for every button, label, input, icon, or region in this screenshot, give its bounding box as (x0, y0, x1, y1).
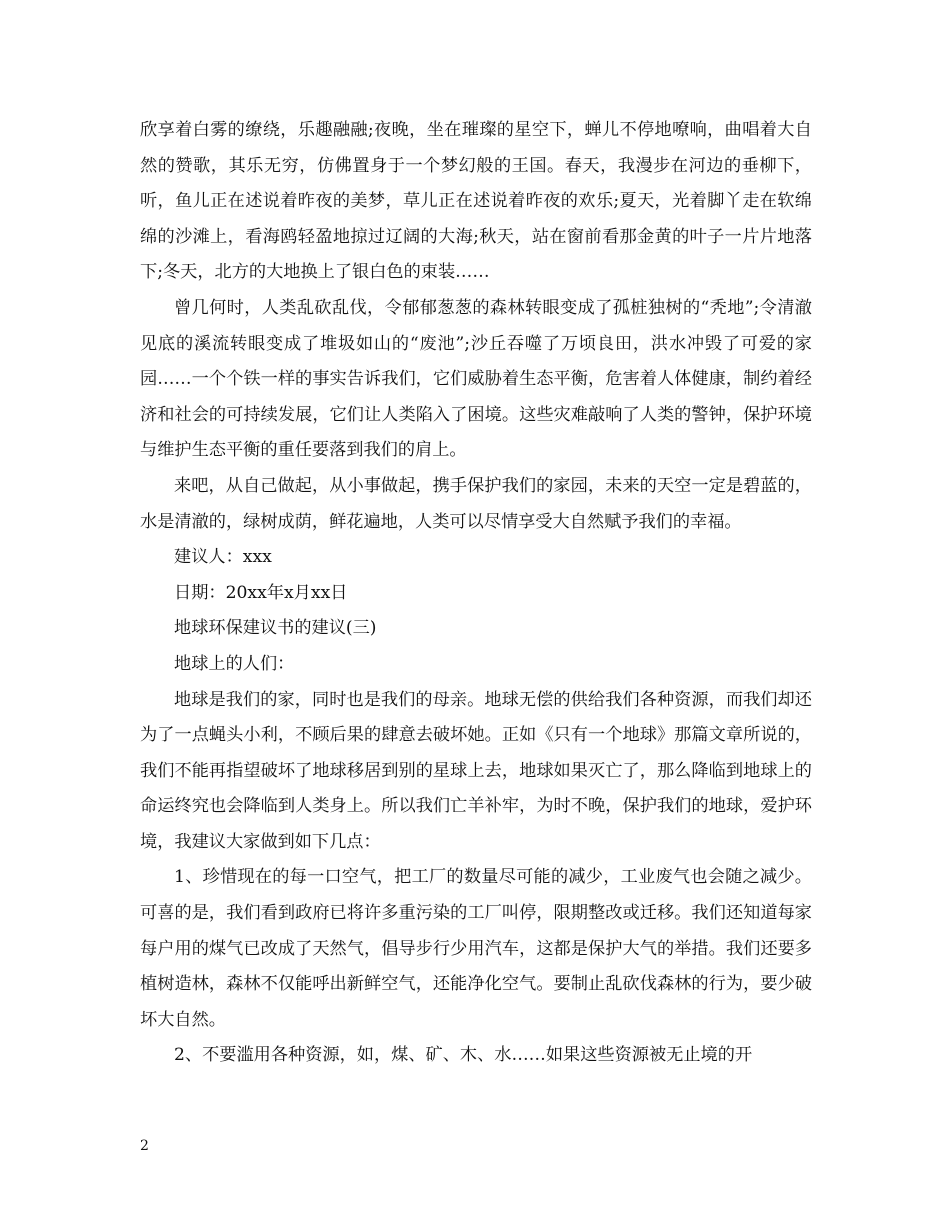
page-number: 2 (140, 1138, 149, 1154)
paragraph-item-1: 1、珍惜现在的每一口空气，把工厂的数量尽可能的减少，工业废气也会随之减少。可喜的是，我们看到政府已将许多重污染的工厂叫停，限期整改或迁移。我们还知道每家每户用的煤气已改成了天然气，倡导步行少用汽车，这都是保护大气的举措。我们还要多植树造林，森林不仅能呼出新鲜空气，还能净化空气。要制止乱砍伐森林的行为，要少破坏大自然。 (140, 867, 812, 1030)
date-line: 日期：20xx年x月xx日 (174, 582, 348, 603)
paragraph-intro: 地球是我们的家，同时也是我们的母亲。地球无偿的供给我们各种资源，而我们却还为了一点蝇头小利，不顾后果的肆意去破坏她。正如《只有一个地球》那篇文章所说的，我们不能再指望破坏了地球移居到别的星球上去，地球如果灭亡了，那么降临到地球上的命运终究也会降临到人类身上。所以我们亡羊补牢，为时不晚，保护我们的地球，爱护环境，我建议大家做到如下几点： (140, 689, 812, 852)
paragraph-3: 来吧，从自己做起，从小事做起，携手保护我们的家园，未来的天空一定是碧蓝的，水是清澈的，绿树成荫，鲜花遍地，人类可以尽情享受大自然赋予我们的幸福。 (140, 475, 812, 532)
proposer-line: 建议人：xxx (174, 547, 272, 568)
paragraph-item-2: 2、不要滥用各种资源，如，煤、矿、木、水……如果这些资源被无止境的开 (174, 1045, 753, 1066)
paragraph-2: 曾几何时，人类乱砍乱伐，令郁郁葱葱的森林转眼变成了孤桩独树的“秃地”;令清澈见底的溪流转眼变成了堆圾如山的“废池”;沙丘吞噬了万顷良田，洪水冲毁了可爱的家园……一个个铁一样的事实告诉我们，它们威胁着生态平衡，危害着人体健康，制约着经济和社会的可持续发展，它们让人类陷入了困境。这些灾难敲响了人类的警钟，保护环境与维护生态平衡的重任要落到我们的肩上。 (140, 297, 812, 461)
paragraph-1: 欣享着白雾的缭绕，乐趣融融;夜晚，坐在璀璨的星空下，蝉儿不停地嘹响，曲唱着大自然的赞歌，其乐无穷，仿佛置身于一个梦幻般的王国。春天，我漫步在河边的垂柳下，听，鱼儿正在述说着昨夜的美梦，草儿正在述说着昨夜的欢乐;夏天，光着脚丫走在软绵绵的沙滩上，看海鸥轻盈地掠过辽阔的大海;秋天，站在窗前看那金黄的叶子一片片地落下;冬天，北方的大地换上了银白色的束装…… (140, 120, 812, 283)
section-title: 地球环保建议书的建议(三) (174, 618, 377, 639)
document-body (140, 113, 812, 1074)
salutation: 地球上的人们： (174, 653, 295, 674)
